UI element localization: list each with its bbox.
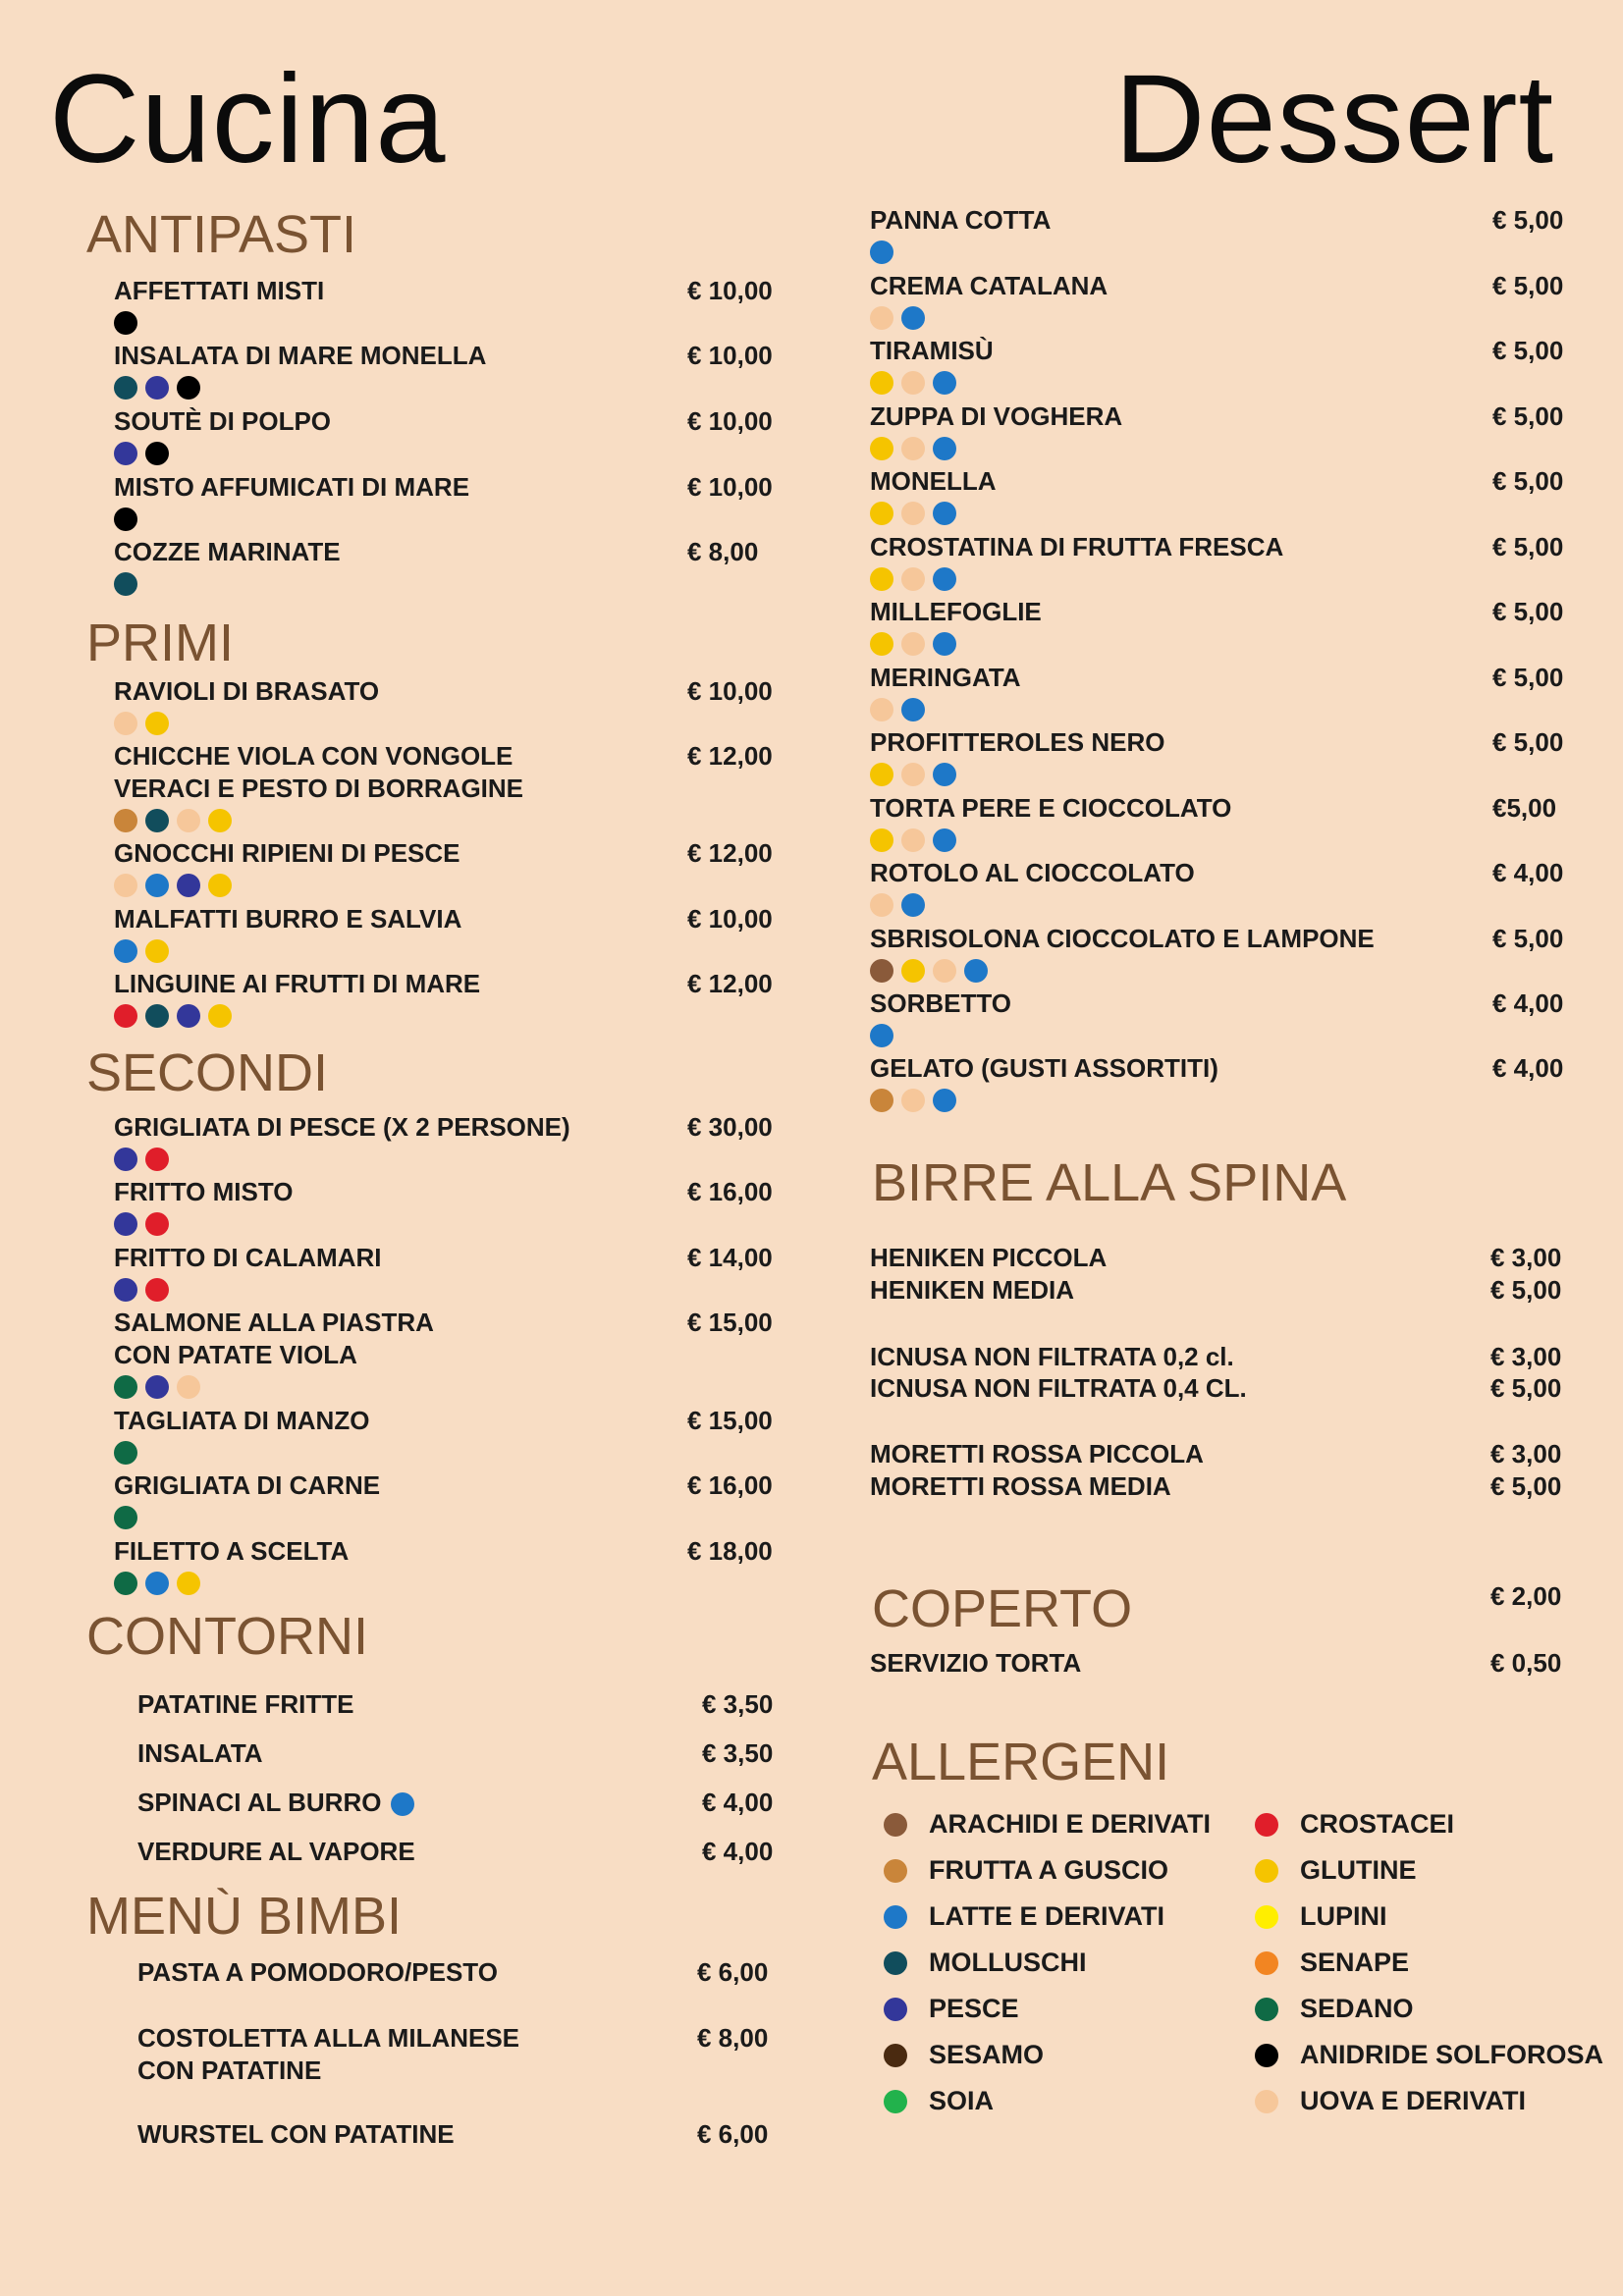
legend-label: MOLLUSCHI [929, 1948, 1087, 1977]
menu-item-price: € 5,00 [1492, 597, 1564, 626]
legend-item-soia [884, 2086, 994, 2116]
menu-item-name: MERINGATA [870, 663, 1021, 692]
allergen-dots [114, 311, 324, 335]
section-coperto: COPERTO [872, 1579, 1133, 1638]
menu-item [114, 1405, 369, 1465]
servizio-torta-label: SERVIZIO TORTA [870, 1648, 1082, 1678]
legend-label: CROSTACEI [1300, 1809, 1455, 1839]
allergen-dot-molluschi [114, 572, 137, 596]
allergen-dot-uova [901, 567, 925, 591]
legend-item-glutine [1255, 1855, 1417, 1886]
menu-item-price: € 5,00 [1490, 1275, 1562, 1305]
menu-item-price: € 15,00 [687, 1308, 773, 1337]
legend-label: SOIA [929, 2086, 995, 2115]
menu-item [114, 471, 469, 531]
menu-item-price: € 4,00 [1492, 988, 1564, 1018]
allergen-dot-uova [901, 502, 925, 525]
menu-item-name: SPINACI AL BURRO [137, 1788, 382, 1817]
allergen-dot-pesce [145, 1375, 169, 1399]
allergen-dot-latte [933, 502, 956, 525]
menu-item [114, 275, 324, 335]
menu-item-name: PATATINE FRITTE [137, 1689, 354, 1719]
menu-item-name: LINGUINE AI FRUTTI DI MARE [114, 969, 481, 998]
allergen-dot-latte [145, 874, 169, 897]
allergen-dots [114, 1004, 480, 1028]
allergen-dots [114, 1441, 369, 1465]
menu-item-name: CREMA CATALANA [870, 271, 1109, 300]
menu-item-name: ROTOLO AL CIOCCOLATO [870, 858, 1195, 887]
menu-item [870, 531, 1283, 591]
menu-item [137, 1737, 263, 1770]
allergen-dot-solforosa [177, 376, 200, 400]
legend-label: SESAMO [929, 2040, 1045, 2069]
menu-item-name: SALMONE ALLA PIASTRA CON PATATE VIOLA [114, 1308, 434, 1369]
menu-item-name: MILLEFOGLIE [870, 597, 1042, 626]
allergen-dot-pesce [114, 1278, 137, 1302]
menu-item-name: INSALATA DI MARE MONELLA [114, 341, 487, 370]
allergen-dot-sedano [114, 1506, 137, 1529]
allergen-dot-latte [933, 1089, 956, 1112]
legend-item-arachidi [884, 1809, 1211, 1840]
menu-item [137, 2118, 455, 2151]
allergen-dot-uova [901, 371, 925, 395]
menu-item [114, 1469, 380, 1529]
menu-item [114, 1242, 382, 1302]
allergen-dot-solforosa [114, 507, 137, 531]
cucina-title: Cucina [49, 49, 447, 189]
menu-item-price: € 5,00 [1492, 271, 1564, 300]
allergen-dot-sedano [114, 1375, 137, 1399]
menu-item-name: SBRISOLONA CIOCCOLATO E LAMPONE [870, 924, 1375, 953]
allergen-dot-molluschi [884, 1951, 907, 1975]
menu-item [114, 837, 460, 897]
menu-item-price: € 16,00 [687, 1177, 773, 1206]
menu-item-name: ICNUSA NON FILTRATA 0,4 CL. [870, 1373, 1247, 1403]
menu-item [870, 857, 1195, 917]
menu-item [870, 1438, 1204, 1470]
menu-item-price: € 10,00 [687, 676, 773, 706]
menu-item-price: € 3,50 [702, 1689, 774, 1719]
section-bimbi: MENÙ BIMBI [86, 1887, 403, 1946]
menu-item [870, 1274, 1074, 1307]
section-contorni: CONTORNI [86, 1607, 369, 1666]
allergen-dot-pesce [114, 1148, 137, 1171]
allergen-dots [114, 809, 523, 832]
menu-item-name: PANNA COTTA [870, 205, 1052, 235]
legend-item-senape [1255, 1948, 1409, 1978]
legend-item-uova [1255, 2086, 1526, 2116]
allergen-dot-glutine [870, 828, 893, 852]
menu-item-price: € 4,00 [702, 1837, 774, 1866]
menu-item [870, 726, 1164, 786]
menu-item-name: GELATO (GUSTI ASSORTITI) [870, 1053, 1218, 1083]
menu-item-name: SORBETTO [870, 988, 1011, 1018]
allergen-dot-arachidi [884, 1813, 907, 1837]
allergen-dot-uova [901, 1089, 925, 1112]
menu-item [870, 596, 1042, 656]
allergen-dot-latte [901, 306, 925, 330]
menu-item-name: CHICCHE VIOLA CON VONGOLE VERACI E PESTO DI BORRAGINE [114, 741, 524, 803]
menu-item [114, 405, 331, 465]
menu-item-name: MISTO AFFUMICATI DI MARE [114, 472, 470, 502]
menu-item [114, 1176, 293, 1236]
menu-item-price: € 10,00 [687, 341, 773, 370]
menu-item [114, 1111, 570, 1171]
legend-label: UOVA E DERIVATI [1300, 2086, 1527, 2115]
menu-item-price: € 3,50 [702, 1738, 774, 1768]
legend-label: ARACHIDI E DERIVATI [929, 1809, 1212, 1839]
menu-item-price: € 5,00 [1492, 532, 1564, 561]
menu-item-name: HENIKEN MEDIA [870, 1275, 1075, 1305]
allergen-dot-solforosa [114, 311, 137, 335]
menu-item-price: € 10,00 [687, 276, 773, 305]
allergen-dot-glutine [208, 874, 232, 897]
allergen-dot-uova [114, 874, 137, 897]
legend-label: PESCE [929, 1994, 1019, 2023]
allergen-dots [870, 959, 1375, 983]
allergen-dots [870, 306, 1108, 330]
allergen-dot-glutine [870, 632, 893, 656]
allergen-dot-glutine [1255, 1859, 1278, 1883]
menu-item [870, 1341, 1234, 1373]
menu-item-name: GNOCCHI RIPIENI DI PESCE [114, 838, 460, 868]
menu-item-price: € 30,00 [687, 1112, 773, 1142]
allergen-dot-pesce [114, 1212, 137, 1236]
menu-item-price: € 4,00 [702, 1788, 774, 1817]
allergen-dots [114, 874, 460, 897]
legend-item-sedano [1255, 1994, 1414, 2024]
menu-item-price: € 18,00 [687, 1536, 773, 1566]
menu-item [870, 923, 1375, 983]
menu-item-name: AFFETTATI MISTI [114, 276, 325, 305]
menu-item-name: MORETTI ROSSA MEDIA [870, 1471, 1171, 1501]
allergen-dot-sedano [1255, 1998, 1278, 2021]
menu-item [114, 675, 379, 735]
menu-item [114, 968, 480, 1028]
menu-item-price: € 5,00 [1492, 924, 1564, 953]
menu-item [114, 340, 486, 400]
allergen-dot-glutine [145, 712, 169, 735]
allergen-dots [870, 502, 997, 525]
allergen-dot-latte [870, 240, 893, 264]
allergen-dot-arachidi [870, 959, 893, 983]
allergen-dot-uova [870, 698, 893, 721]
allergen-dot-sedano [114, 1441, 137, 1465]
menu-item-price: € 5,00 [1492, 663, 1564, 692]
allergen-dots [870, 1024, 1011, 1047]
menu-item-price: € 5,00 [1490, 1373, 1562, 1403]
legend-label: LATTE E DERIVATI [929, 1901, 1164, 1931]
allergen-dot-latte [933, 632, 956, 656]
menu-item-name: FILETTO A SCELTA [114, 1536, 350, 1566]
allergen-dots [870, 698, 1021, 721]
menu-item [137, 1787, 414, 1819]
menu-item [870, 335, 994, 395]
allergen-dot-uova [901, 632, 925, 656]
allergen-dot-uova [1255, 2090, 1278, 2113]
menu-item-price: € 4,00 [1492, 858, 1564, 887]
allergen-dot-latte [933, 828, 956, 852]
allergen-dots [114, 939, 461, 963]
allergen-dot-glutine [208, 1004, 232, 1028]
menu-item-price: €5,00 [1492, 793, 1557, 823]
menu-item-name: MALFATTI BURRO E SALVIA [114, 904, 462, 934]
allergen-dot-lupini [1255, 1905, 1278, 1929]
menu-item-name: MONELLA [870, 466, 997, 496]
menu-item-price: € 10,00 [687, 406, 773, 436]
allergen-dot-frutta-guscio [884, 1859, 907, 1883]
menu-item-price: € 5,00 [1492, 336, 1564, 365]
menu-item-price: € 5,00 [1492, 401, 1564, 431]
menu-item-price: € 8,00 [697, 2023, 769, 2053]
allergen-dot-glutine [870, 437, 893, 460]
menu-item [114, 903, 461, 963]
allergen-dot-latte [933, 371, 956, 395]
allergen-dots [870, 828, 1231, 852]
allergen-dots [870, 763, 1164, 786]
menu-item [870, 792, 1231, 852]
allergen-dots [114, 507, 469, 531]
section-antipasti: ANTIPASTI [86, 205, 357, 264]
allergen-dot-glutine [901, 959, 925, 983]
allergen-dot-latte [901, 893, 925, 917]
allergen-dot-pesce [177, 1004, 200, 1028]
menu-item-price: € 12,00 [687, 969, 773, 998]
menu-item [870, 1242, 1107, 1274]
allergen-dot-solforosa [145, 442, 169, 465]
menu-item [137, 2022, 519, 2087]
servizio-torta-price: € 0,50 [1490, 1648, 1562, 1678]
legend-item-sesamo [884, 2040, 1044, 2070]
allergen-dot-crostacei [114, 1004, 137, 1028]
menu-item-name: COZZE MARINATE [114, 537, 341, 566]
allergen-dots [114, 442, 331, 465]
allergen-dot-crostacei [145, 1278, 169, 1302]
menu-item [114, 536, 341, 596]
menu-item [870, 1372, 1247, 1405]
allergen-dot-frutta-guscio [114, 809, 137, 832]
allergen-dots [114, 376, 486, 400]
menu-item-name: PROFITTEROLES NERO [870, 727, 1165, 757]
menu-item-name: PASTA A POMODORO/PESTO [137, 1957, 498, 1987]
menu-item-price: € 15,00 [687, 1406, 773, 1435]
menu-item-name: TORTA PERE E CIOCCOLATO [870, 793, 1232, 823]
menu-item-price: € 3,00 [1490, 1342, 1562, 1371]
allergen-dot-latte [933, 437, 956, 460]
menu-item-price: € 3,00 [1490, 1243, 1562, 1272]
allergen-dot-glutine [870, 502, 893, 525]
allergen-dot-glutine [870, 371, 893, 395]
menu-item [870, 1470, 1171, 1503]
allergen-dot-uova [901, 437, 925, 460]
allergen-dot-soia [884, 2090, 907, 2113]
allergen-dot-latte [933, 763, 956, 786]
menu-item-name: FRITTO MISTO [114, 1177, 294, 1206]
allergen-dot-uova [901, 828, 925, 852]
menu-item-price: € 5,00 [1492, 205, 1564, 235]
allergen-dots [114, 712, 379, 735]
menu-item-name: TIRAMISÙ [870, 336, 994, 365]
allergen-dot-pesce [145, 376, 169, 400]
allergen-dot-latte [964, 959, 988, 983]
allergen-dot-solforosa [1255, 2044, 1278, 2067]
section-primi: PRIMI [86, 614, 235, 672]
menu-item [137, 1836, 415, 1868]
allergen-dot-pesce [177, 874, 200, 897]
allergen-dot-molluschi [145, 1004, 169, 1028]
allergen-dot-uova [870, 893, 893, 917]
menu-item [114, 740, 523, 832]
menu-item [870, 204, 1051, 264]
menu-item [870, 400, 1122, 460]
allergen-dots [114, 1506, 380, 1529]
allergen-dot-pesce [114, 442, 137, 465]
allergen-dot-latte [145, 1572, 169, 1595]
allergen-dots [870, 371, 994, 395]
menu-item-price: € 10,00 [687, 904, 773, 934]
menu-item-price: € 6,00 [697, 1957, 769, 1987]
allergen-dots [114, 1572, 349, 1595]
menu-item-price: € 16,00 [687, 1470, 773, 1500]
menu-item-name: RAVIOLI DI BRASATO [114, 676, 380, 706]
menu-item [114, 1307, 434, 1399]
allergen-dot-latte [901, 698, 925, 721]
menu-item-price: € 5,00 [1490, 1471, 1562, 1501]
legend-label: ANIDRIDE SOLFOROSA [1300, 2040, 1604, 2069]
allergen-dot-uova [177, 1375, 200, 1399]
menu-item [137, 1956, 498, 1989]
allergen-dots [870, 893, 1195, 917]
allergen-dot-pesce [884, 1998, 907, 2021]
menu-item-price: € 4,00 [1492, 1053, 1564, 1083]
allergen-dots [870, 632, 1042, 656]
allergen-dot-glutine [177, 1572, 200, 1595]
menu-item-price: € 6,00 [697, 2119, 769, 2149]
allergen-dots [870, 567, 1283, 591]
allergen-dot-glutine [208, 809, 232, 832]
menu-item-price: € 5,00 [1492, 466, 1564, 496]
allergen-dots [114, 1278, 382, 1302]
menu-item-price: € 14,00 [687, 1243, 773, 1272]
allergen-dots [870, 240, 1051, 264]
menu-item-price: € 3,00 [1490, 1439, 1562, 1468]
allergen-dot-latte [391, 1792, 414, 1816]
allergen-dots [114, 1375, 434, 1399]
legend-label: LUPINI [1300, 1901, 1387, 1931]
allergen-dots [114, 1148, 570, 1171]
menu-item-price: € 10,00 [687, 472, 773, 502]
menu-item-name: VERDURE AL VAPORE [137, 1837, 415, 1866]
allergen-dot-molluschi [145, 809, 169, 832]
allergen-dots [114, 572, 341, 596]
menu-item-name: SOUTÈ DI POLPO [114, 406, 332, 436]
menu-item-name: GRIGLIATA DI PESCE (X 2 PERSONE) [114, 1112, 570, 1142]
legend-item-frutta-guscio [884, 1855, 1168, 1886]
allergen-dot-glutine [870, 567, 893, 591]
legend-item-lupini [1255, 1901, 1387, 1932]
allergen-dot-uova [114, 712, 137, 735]
legend-label: SENAPE [1300, 1948, 1410, 1977]
allergen-dot-uova [933, 959, 956, 983]
menu-item-name: INSALATA [137, 1738, 263, 1768]
allergen-dots [114, 1212, 293, 1236]
allergen-dots [870, 437, 1122, 460]
section-allergeni: ALLERGENI [872, 1733, 1170, 1791]
allergen-dot-latte [884, 1905, 907, 1929]
allergen-dot-uova [901, 763, 925, 786]
allergen-dot-uova [870, 306, 893, 330]
menu-item [870, 270, 1108, 330]
allergen-dot-latte [933, 567, 956, 591]
allergen-dot-crostacei [1255, 1813, 1278, 1837]
allergen-dot-crostacei [145, 1212, 169, 1236]
menu-item [870, 1052, 1218, 1112]
allergen-dot-crostacei [145, 1148, 169, 1171]
section-secondi: SECONDI [86, 1043, 329, 1102]
menu-item [870, 988, 1011, 1047]
legend-label: SEDANO [1300, 1994, 1414, 2023]
menu-item-name: MORETTI ROSSA PICCOLA [870, 1439, 1204, 1468]
menu-item-name: TAGLIATA DI MANZO [114, 1406, 370, 1435]
menu-item-name: GRIGLIATA DI CARNE [114, 1470, 381, 1500]
coperto-price: € 2,00 [1490, 1581, 1562, 1611]
dessert-title: Dessert [1114, 49, 1554, 189]
menu-item-price: € 12,00 [687, 741, 773, 771]
allergen-dot-glutine [870, 763, 893, 786]
menu-item-name: ZUPPA DI VOGHERA [870, 401, 1123, 431]
menu-item [870, 465, 997, 525]
section-birre: BIRRE ALLA SPINA [872, 1153, 1347, 1212]
legend-item-molluschi [884, 1948, 1086, 1978]
menu-item-name: FRITTO DI CALAMARI [114, 1243, 382, 1272]
allergen-dot-latte [114, 939, 137, 963]
legend-label: GLUTINE [1300, 1855, 1417, 1885]
menu-item-name: ICNUSA NON FILTRATA 0,2 cl. [870, 1342, 1234, 1371]
allergen-dot-molluschi [114, 376, 137, 400]
menu-item-name: WURSTEL CON PATATINE [137, 2119, 455, 2149]
legend-item-crostacei [1255, 1809, 1454, 1840]
menu-item-name: CROSTATINA DI FRUTTA FRESCA [870, 532, 1284, 561]
menu-item-price: € 5,00 [1492, 727, 1564, 757]
allergen-dot-sedano [114, 1572, 137, 1595]
legend-item-latte [884, 1901, 1164, 1932]
allergen-dots [870, 1089, 1218, 1112]
legend-item-pesce [884, 1994, 1019, 2024]
allergen-dot-sesamo [884, 2044, 907, 2067]
menu-item-price: € 12,00 [687, 838, 773, 868]
allergen-dot-glutine [145, 939, 169, 963]
allergen-dot-frutta-guscio [870, 1089, 893, 1112]
allergen-dot-uova [177, 809, 200, 832]
menu-item [870, 662, 1021, 721]
menu-item-price: € 8,00 [687, 537, 759, 566]
menu-item-name: COSTOLETTA ALLA MILANESE CON PATATINE [137, 2023, 520, 2085]
legend-item-solforosa [1255, 2040, 1603, 2070]
allergen-dot-latte [870, 1024, 893, 1047]
menu-item-name: HENIKEN PICCOLA [870, 1243, 1108, 1272]
legend-label: FRUTTA A GUSCIO [929, 1855, 1168, 1885]
allergen-dot-senape [1255, 1951, 1278, 1975]
menu-item [114, 1535, 349, 1595]
menu-item [137, 1688, 354, 1721]
